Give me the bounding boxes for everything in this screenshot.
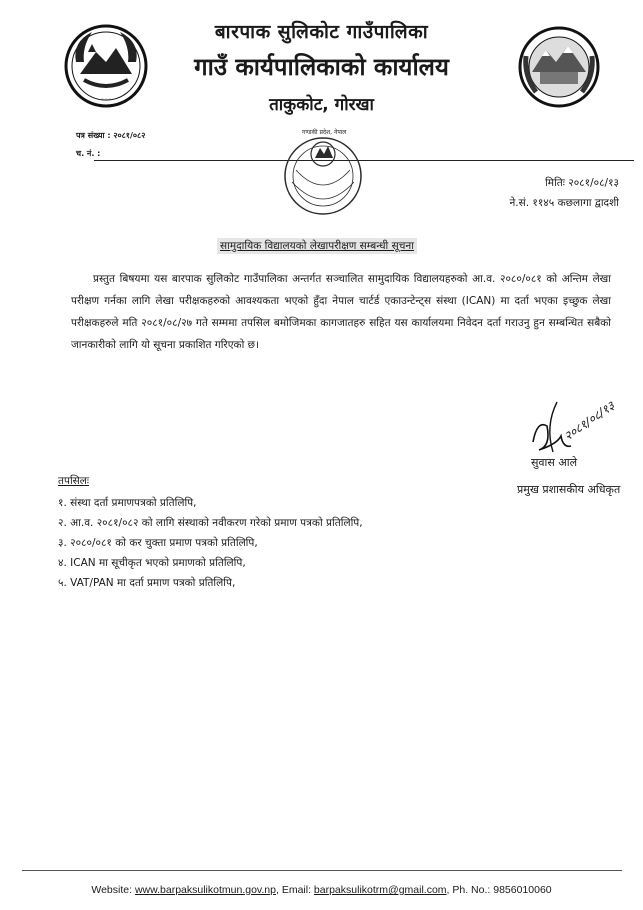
date-text: मितिः २०८१/०८/१३ bbox=[545, 177, 619, 189]
tapasil-label: तपसिलः bbox=[58, 475, 90, 487]
list-item: ३. २०८०/०८१ को कर चुक्ता प्रमाण पत्रको प्रतिलिपि, bbox=[58, 537, 258, 549]
list-item: ५. VAT/PAN मा दर्ता प्रमाण पत्रको प्रतिलिपि, bbox=[58, 577, 236, 589]
municipality-name: बारपाक सुलिकोट गाउँपालिका bbox=[214, 21, 429, 43]
footer-divider bbox=[22, 870, 622, 871]
email-link[interactable]: barpaksulikotrm@gmail.com bbox=[313, 884, 447, 896]
footer bbox=[0, 884, 643, 896]
tapasil-list bbox=[58, 493, 363, 593]
signature-date-handwritten: २०८१/०८/१३ bbox=[561, 398, 618, 444]
office-name: गाउँ कार्यपालिकाको कार्यालय bbox=[194, 53, 449, 81]
notice-body: प्रस्तुत बिषयमा यस बारपाक सुलिकोट गाउँपालिका अन्तर्गत सञ्चालित सामुदायिक विद्यालयहरुको आ.व. २०८०/०८१ को अन्तिम लेखा परीक्षण गर्नका लागि लेखा परीक्षकहरुको आवश्यकता भएको हुँदा नेपाल चार्टर्ड एकाउन्टेन्ट्स संस्था (ICAN) मा दर्ता भएका इच्छुक लेखा परीक्षकहरुले मति २०८१/०८/२७ गते सम्ममा तपसिल बमोजिमका कागजातहरु सहित यस कार्यालयमा निवेदन दर्ता गराउनु हुन सम्बन्धित सबैको जानकारीको लागि यो सूचना प्रकाशित गरिएको छ। bbox=[71, 273, 611, 351]
email-label: , Email: bbox=[275, 884, 314, 896]
office-seal-stamp-icon bbox=[278, 130, 368, 222]
list-item: १. संस्था दर्ता प्रमाणपत्रको प्रतिलिपि, bbox=[58, 497, 197, 509]
patra-sankhya: पत्र संख्या : २०८१/०८२ bbox=[76, 131, 146, 140]
nepal-sambat-date: ने.सं. ११४५ कछलागा द्वादशी bbox=[509, 197, 619, 209]
phone-text: , Ph. No.: 9856010060 bbox=[446, 884, 552, 896]
svg-text:· · ·: · · · bbox=[102, 96, 110, 102]
cha-na: च. नं. : bbox=[76, 149, 101, 158]
signatory-title: प्रमुख प्रशासकीय अधिकृत bbox=[517, 483, 621, 496]
signatory-name: सुवास आले bbox=[531, 456, 578, 469]
office-location: ताकुकोट, गोरखा bbox=[269, 95, 374, 115]
website-link[interactable]: www.barpaksulikotmun.gov.np bbox=[134, 884, 276, 896]
website-label: Website: bbox=[91, 884, 135, 896]
list-item: २. आ.व. २०८१/०८२ को लागि संस्थाको नवीकरण गरेको प्रमाण पत्रको प्रतिलिपि, bbox=[58, 517, 363, 529]
notice-subject: सामुदायिक विद्यालयको लेखापरीक्षण सम्बन्धी सूचना bbox=[217, 238, 417, 254]
list-item: ४. ICAN मा सूचीकृत भएको प्रमाणको प्रतिलिपि, bbox=[58, 557, 246, 569]
province-label: गण्डकी प्रदेश, नेपाल bbox=[302, 129, 347, 136]
